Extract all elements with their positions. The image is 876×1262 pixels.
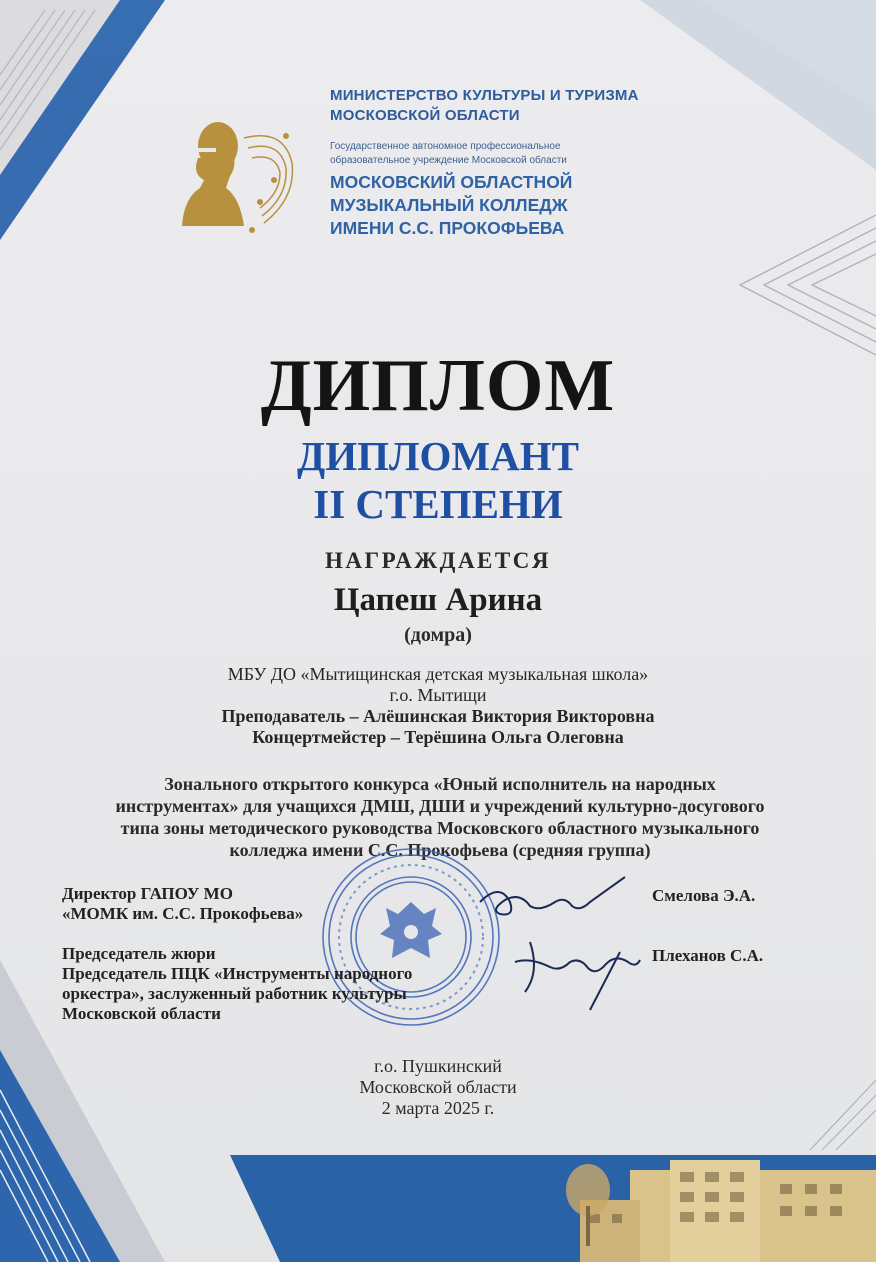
diploma-grade: [0, 432, 876, 528]
contest-line-4: колледжа имени С.С. Прокофьева (средняя группа): [229, 840, 651, 860]
jury-signature-block: [62, 944, 412, 1024]
ministry-line-1: МИНИСТЕРСТВО КУЛЬТУРЫ И ТУРИЗМА: [330, 87, 639, 104]
footer-city: г.о. Пушкинский: [374, 1056, 502, 1076]
jury-title-line-2: Председатель ПЦК «Инструменты народного: [62, 964, 413, 983]
college-line-2: МУЗЫКАЛЬНЫЙ КОЛЛЕДЖ: [330, 195, 568, 215]
contest-line-2: инструментах» для учащихся ДМШ, ДШИ и учреждений культурно-досугового: [115, 796, 765, 816]
director-title-line-1: Директор ГАПОУ МО: [62, 884, 233, 903]
grade-line-1: ДИПЛОМАНТ: [297, 433, 579, 479]
teacher: Преподаватель – Алёшинская Виктория Викторовна: [221, 706, 655, 726]
college-line-3: ИМЕНИ С.С. ПРОКОФЬЕВА: [330, 218, 565, 238]
school-name: МБУ ДО «Мытищинская детская музыкальная школа»: [227, 664, 649, 684]
jury-title-line-3: оркестра», заслуженный работник культуры: [62, 984, 407, 1003]
recipient-name: Цапеш Арина: [333, 582, 543, 618]
composer-silhouette-logo: [174, 118, 304, 238]
jury-title-line-1: Председатель жюри: [62, 944, 216, 963]
footer: [0, 1056, 876, 1119]
institution-type-line-2: образовательное учреждение Московской области: [330, 155, 567, 166]
grade-line-2: II СТЕПЕНИ: [313, 481, 563, 527]
accompanist: Концертмейстер – Терёшина Ольга Олеговна: [252, 727, 624, 747]
director-signature-block: [62, 884, 303, 924]
school-city: г.о. Мытищи: [389, 685, 487, 705]
institution-type: [330, 140, 600, 168]
ministry-line-2: МОСКОВСКОЙ ОБЛАСТИ: [330, 107, 520, 124]
jury-title-line-4: Московской области: [62, 1004, 221, 1023]
awarded-label: НАГРАЖДАЕТСЯ: [325, 548, 551, 573]
director-name: Смелова Э.А.: [652, 886, 756, 905]
jury-signature: [470, 932, 650, 1012]
director-signature: [460, 872, 640, 932]
institution-type-line-1: Государственное автономное профессиональное: [330, 141, 561, 152]
ministry-name: [330, 86, 639, 126]
footer-region: Московской области: [359, 1077, 517, 1097]
contest-line-1: Зонального открытого конкурса «Юный исполнитель на народных: [164, 774, 716, 794]
contest-line-3: типа зоны методического руководства Московского областного музыкального: [120, 818, 760, 838]
footer-date: 2 марта 2025 г.: [381, 1098, 495, 1118]
school-info: [0, 664, 876, 748]
recipient-instrument: (домра): [404, 624, 472, 646]
diploma-title: ДИПЛОМ: [260, 345, 616, 427]
college-name: [330, 171, 572, 240]
director-title-line-2: «МОМК им. С.С. Прокофьева»: [62, 904, 304, 923]
college-building-image: [560, 1150, 876, 1262]
jury-name: Плеханов С.А.: [652, 946, 764, 965]
college-line-1: МОСКОВСКИЙ ОБЛАСТНОЙ: [330, 172, 573, 192]
